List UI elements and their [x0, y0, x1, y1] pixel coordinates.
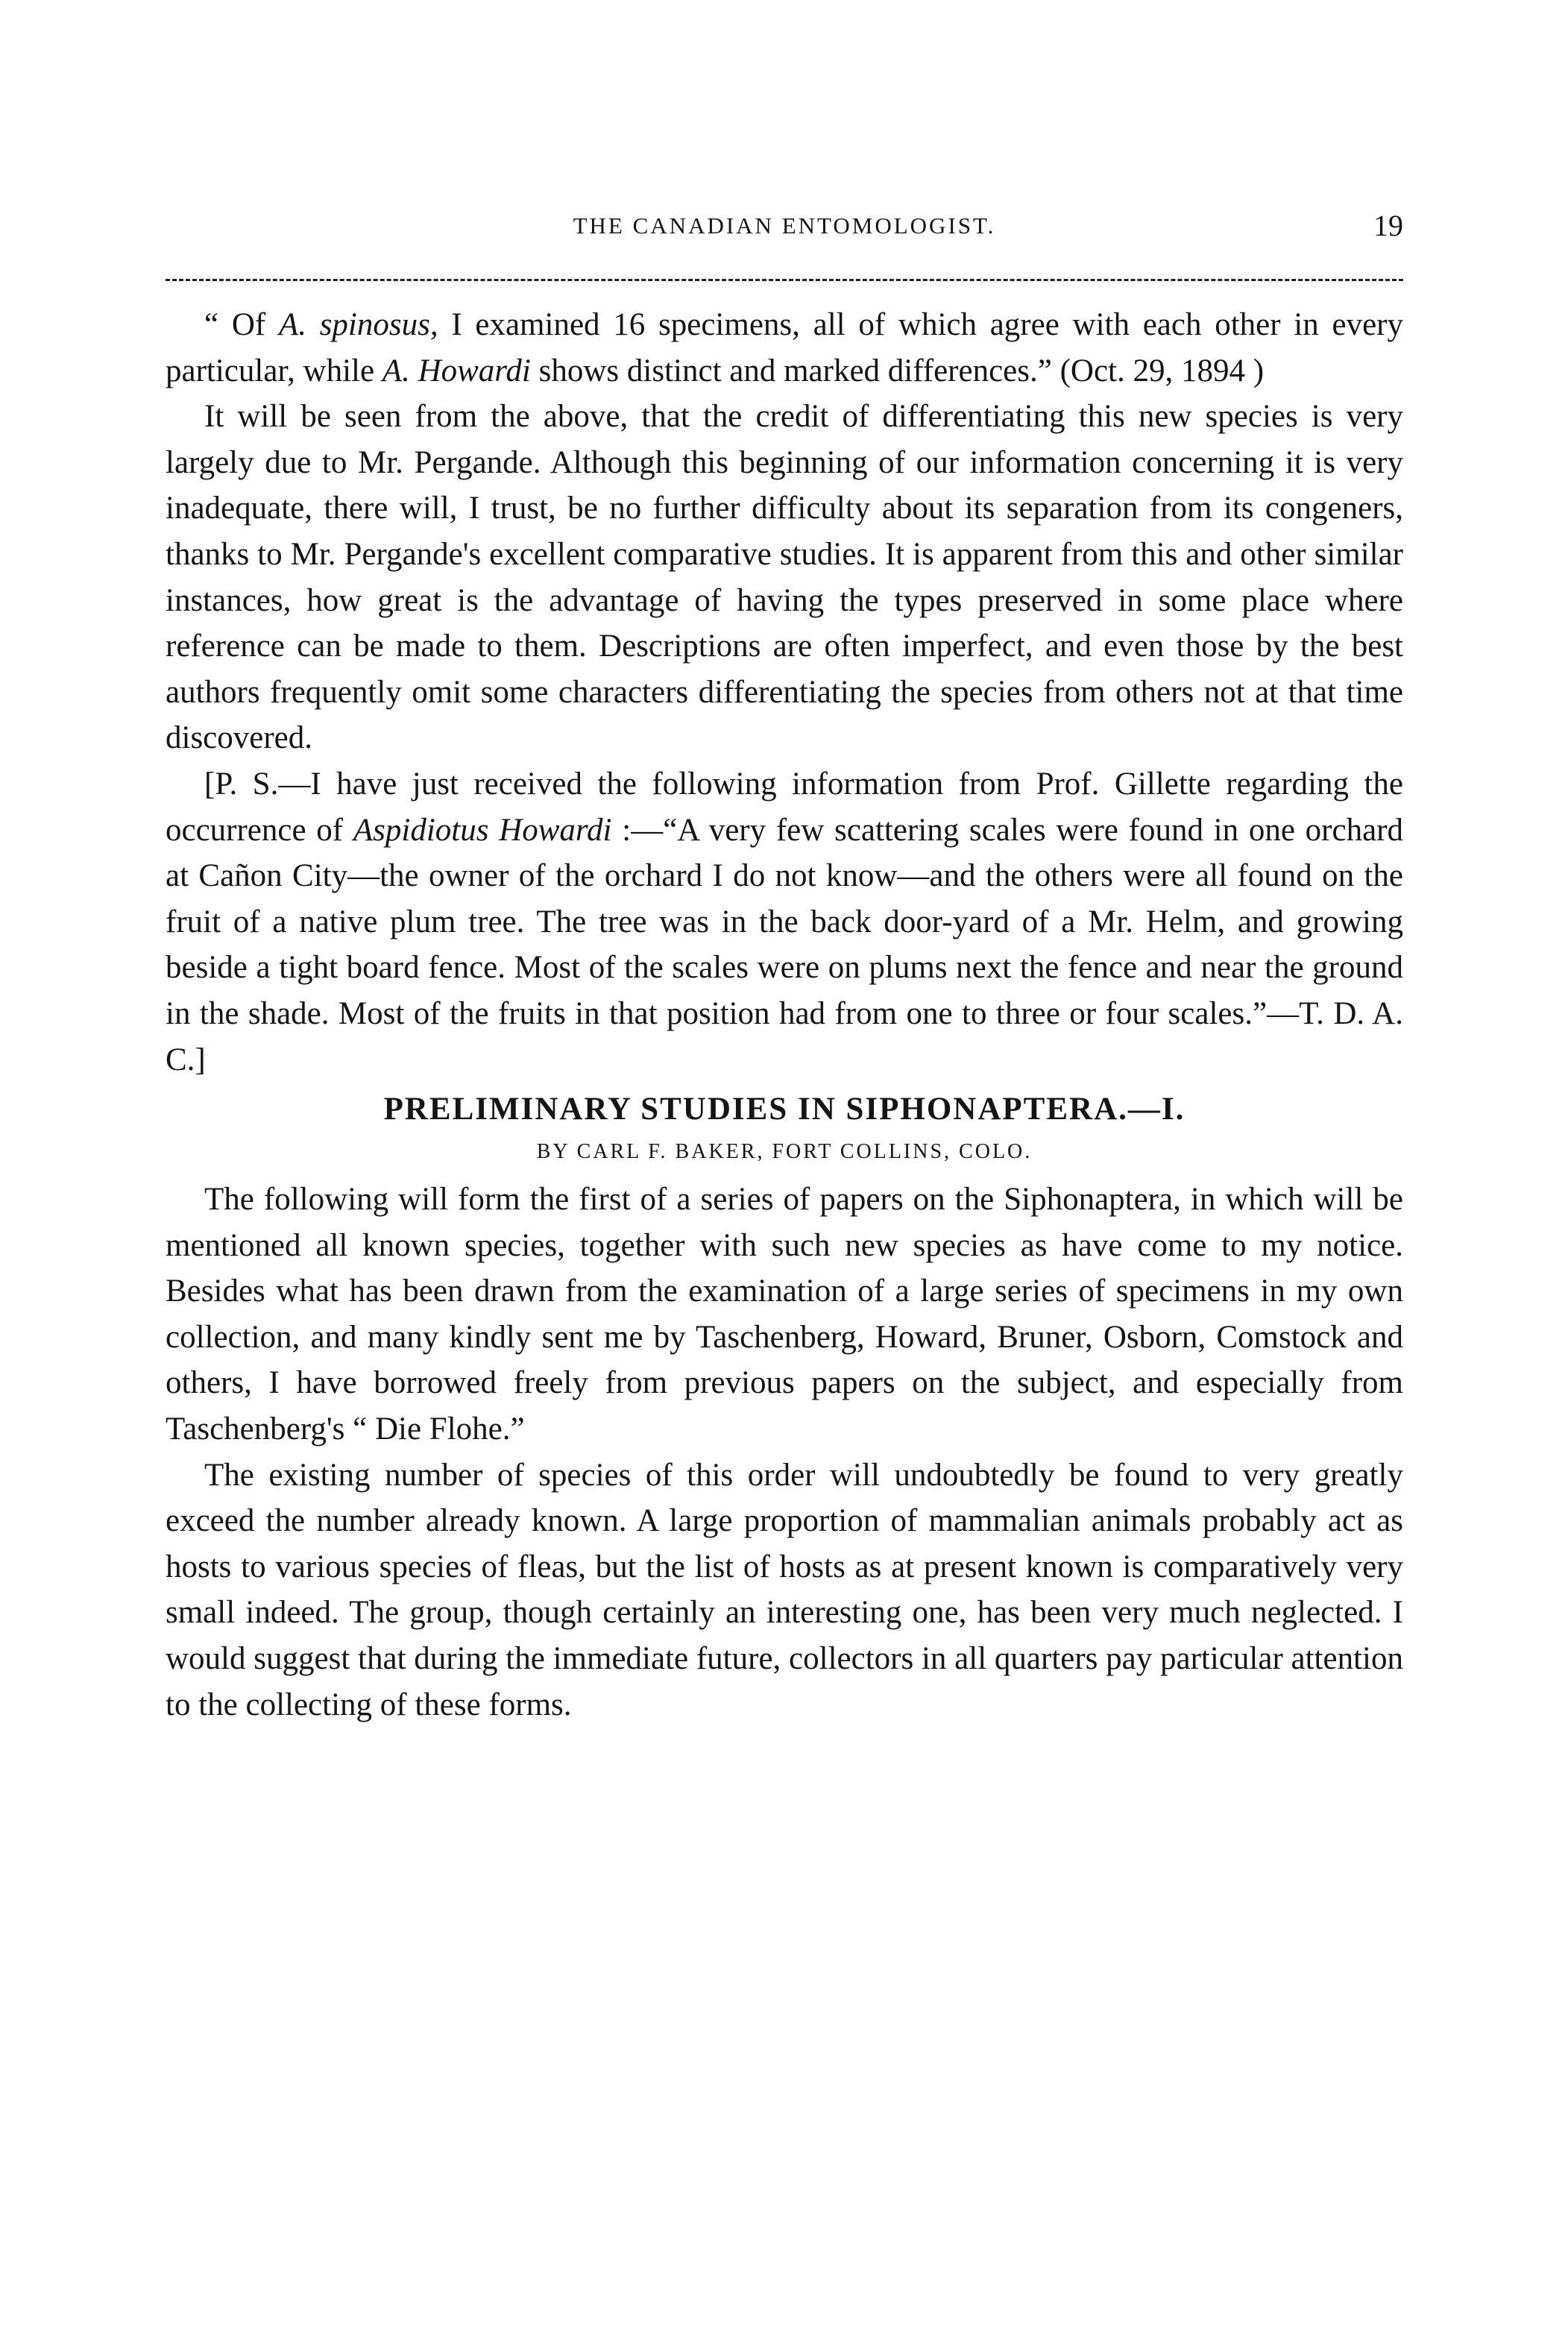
article-byline: BY CARL F. BAKER, FORT COLLINS, COLO.	[536, 1140, 1033, 1164]
species-name: A. spinosus,	[278, 307, 438, 342]
page-header	[166, 209, 1403, 257]
article-paragraph: The following will form the first of a series of papers on the Siphonaptera, in which will be mentioned all known species, together with such new species as have come to my notice. Besides what has been drawn from the examination of a large series of specimens in my own collection, and many kindly sent me by Taschenberg, Howard, Bruner, Osborn, Comstock and others, I have borrowed freely from previous papers on the subject, and especially from Taschenberg's “ Die Flohe.”	[166, 1182, 1403, 1447]
quoted-paragraph	[166, 302, 1403, 394]
page-number: 19	[1373, 209, 1403, 242]
running-title: THE CANADIAN ENTOMOLOGIST.	[573, 213, 996, 239]
paragraph-text: :—“A very few scattering scales were found in one orchard at Cañon City—the owner of the orchard I do not know—and the others were all found on the fruit of a native plum tree. The tree was in the back door-yard of a Mr. Helm, and growing beside a tight board fence. Most of the scales were on plums next the fence and near the ground in the shade. Most of the fruits in that position had from one to three or four scales.”—T. D. A. C.]	[166, 812, 1403, 1077]
postscript-paragraph	[166, 761, 1403, 1083]
species-name: Aspidiotus Howardi	[353, 812, 612, 848]
header-rule	[166, 279, 1403, 281]
paragraph-text: I examined 16 specimens, all of which agree with each other in every particular, while	[166, 307, 1403, 388]
paragraph-text: shows distinct and marked differences.” (Oct. 29, 1894 )	[530, 353, 1265, 388]
paragraph: It will be seen from the above, that the credit of differentiating this new species is very largely due to Mr. Pergande. Although this beginning of our information concerning it is very inadequate, there will, I trust, be no further difficulty about its separation from its congeners, thanks to Mr. Pergande's excellent comparative studies. It is apparent from this and other similar instances, how great is the advantage of having the types preserved in some place where reference can be made to them. Descriptions are often imperfect, and even those by the best authors frequently omit some characters differentiating the species from others not at that time discovered.	[166, 399, 1403, 756]
body-text	[166, 302, 1403, 1728]
species-name: A. Howardi	[382, 353, 531, 388]
article-paragraph: The existing number of species of this order will undoubtedly be found to very greatly exceed the number already known. A large proportion of mammalian animals probably act as hosts to various species of fleas, but the list of hosts as at present known is comparatively very small indeed. The group, though certainly an interesting one, has been very much neglected. I would suggest that during the immediate future, collectors in all quarters pay particular attention to the collecting of these forms.	[166, 1457, 1403, 1722]
paragraph-text: [P. S.—I have just received the following information from Prof. Gillette regarding the occurrence of	[166, 766, 1403, 848]
article-title: PRELIMINARY STUDIES IN SIPHONAPTERA.—I.	[383, 1092, 1186, 1127]
open-quote: “ Of	[204, 307, 279, 342]
